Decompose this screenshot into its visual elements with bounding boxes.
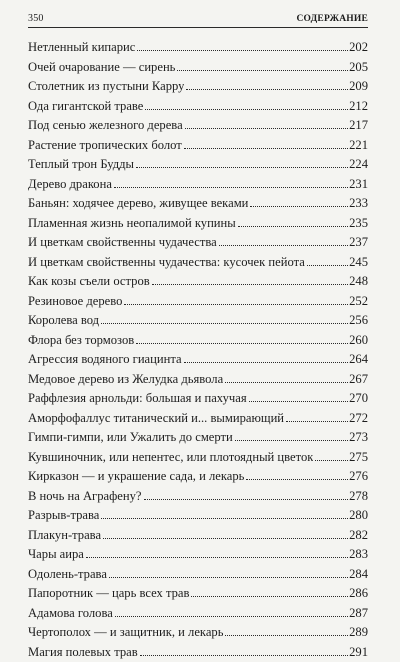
toc-entry bbox=[28, 526, 368, 546]
toc-leader-dots bbox=[136, 343, 348, 344]
toc-entry bbox=[28, 604, 368, 624]
toc-leader-dots bbox=[109, 577, 348, 578]
toc-leader-dots bbox=[114, 187, 348, 188]
toc-entry bbox=[28, 487, 368, 507]
toc-leader-dots bbox=[101, 323, 348, 324]
toc-entry-title: Чертополох — и защитник, и лекарь bbox=[28, 623, 223, 643]
toc-entry bbox=[28, 214, 368, 234]
toc-entry-title: Медовое дерево из Желудка дьявола bbox=[28, 370, 223, 390]
toc-entry-title: Кувшиночник, или непентес, или плотоядный цветок bbox=[28, 448, 313, 468]
toc-entry-page: 209 bbox=[349, 77, 368, 97]
toc-entry bbox=[28, 155, 368, 175]
toc-entry bbox=[28, 389, 368, 409]
toc-leader-dots bbox=[177, 70, 348, 71]
toc-entry-page: 286 bbox=[349, 584, 368, 604]
toc-leader-dots bbox=[225, 635, 348, 636]
toc-entry-page: 284 bbox=[349, 565, 368, 585]
toc-entry-page: 237 bbox=[349, 233, 368, 253]
toc-entry-title: Столетник из пустыни Карру bbox=[28, 77, 184, 97]
toc-entry bbox=[28, 136, 368, 156]
toc-entry-title: Теплый трон Будды bbox=[28, 155, 134, 175]
toc-entry-title: Агрессия водяного гиацинта bbox=[28, 350, 182, 370]
table-of-contents bbox=[28, 38, 368, 662]
toc-entry bbox=[28, 506, 368, 526]
toc-leader-dots bbox=[152, 284, 348, 285]
toc-leader-dots bbox=[136, 167, 348, 168]
toc-leader-dots bbox=[246, 479, 348, 480]
toc-leader-dots bbox=[103, 538, 348, 539]
toc-entry bbox=[28, 409, 368, 429]
toc-entry-title: Плакун-трава bbox=[28, 526, 101, 546]
toc-entry-title: Очей очарование — сирень bbox=[28, 58, 175, 78]
toc-entry-page: 280 bbox=[349, 506, 368, 526]
toc-entry-page: 212 bbox=[349, 97, 368, 117]
toc-entry-page: 252 bbox=[349, 292, 368, 312]
toc-entry-page: 224 bbox=[349, 155, 368, 175]
toc-entry-title: Как козы съели остров bbox=[28, 272, 150, 292]
toc-entry-page: 276 bbox=[349, 467, 368, 487]
toc-entry-page: 235 bbox=[349, 214, 368, 234]
toc-entry-page: 273 bbox=[349, 428, 368, 448]
toc-entry-title: Магия полевых трав bbox=[28, 643, 138, 662]
toc-entry-title: Королева вод bbox=[28, 311, 99, 331]
toc-leader-dots bbox=[115, 616, 348, 617]
toc-entry bbox=[28, 467, 368, 487]
toc-entry-page: 278 bbox=[349, 487, 368, 507]
toc-leader-dots bbox=[185, 128, 348, 129]
toc-entry-title: Растение тропических болот bbox=[28, 136, 182, 156]
toc-entry-title: Пламенная жизнь неопалимой купины bbox=[28, 214, 236, 234]
toc-entry-title: В ночь на Аграфену? bbox=[28, 487, 142, 507]
toc-entry bbox=[28, 331, 368, 351]
toc-entry-title: Папоротник — царь всех трав bbox=[28, 584, 189, 604]
page-number: 350 bbox=[28, 13, 44, 25]
toc-entry bbox=[28, 565, 368, 585]
toc-entry bbox=[28, 370, 368, 390]
toc-entry-title: Аморфофаллус титанический и... вымирающий bbox=[28, 409, 284, 429]
toc-entry bbox=[28, 292, 368, 312]
toc-entry-title: Кирказон — и украшение сада, и лекарь bbox=[28, 467, 244, 487]
toc-entry bbox=[28, 643, 368, 662]
toc-leader-dots bbox=[286, 421, 348, 422]
toc-leader-dots bbox=[315, 460, 348, 461]
toc-entry bbox=[28, 545, 368, 565]
toc-entry bbox=[28, 272, 368, 292]
toc-entry-page: 287 bbox=[349, 604, 368, 624]
toc-entry-title: И цветкам свойственны чудачества bbox=[28, 233, 217, 253]
toc-leader-dots bbox=[101, 518, 348, 519]
toc-entry-page: 202 bbox=[349, 38, 368, 58]
toc-entry-page: 283 bbox=[349, 545, 368, 565]
toc-entry bbox=[28, 623, 368, 643]
toc-entry bbox=[28, 116, 368, 136]
toc-entry bbox=[28, 428, 368, 448]
toc-entry bbox=[28, 77, 368, 97]
toc-entry-page: 275 bbox=[349, 448, 368, 468]
toc-entry bbox=[28, 175, 368, 195]
toc-leader-dots bbox=[86, 557, 348, 558]
toc-entry bbox=[28, 253, 368, 273]
toc-entry bbox=[28, 233, 368, 253]
toc-entry-title: Чары аира bbox=[28, 545, 84, 565]
toc-entry bbox=[28, 58, 368, 78]
running-title: СОДЕРЖАНИЕ bbox=[297, 13, 369, 25]
toc-entry-title: Баньян: ходячее дерево, живущее веками bbox=[28, 194, 248, 214]
toc-entry-page: 205 bbox=[349, 58, 368, 78]
page-header bbox=[28, 13, 368, 28]
toc-leader-dots bbox=[144, 499, 349, 500]
toc-entry-page: 282 bbox=[349, 526, 368, 546]
toc-entry-page: 256 bbox=[349, 311, 368, 331]
toc-entry-title: Разрыв-трава bbox=[28, 506, 99, 526]
toc-entry-title: И цветкам свойственны чудачества: кусочек пейота bbox=[28, 253, 305, 273]
toc-entry-page: 233 bbox=[349, 194, 368, 214]
toc-entry-page: 289 bbox=[349, 623, 368, 643]
toc-entry-title: Одолень-трава bbox=[28, 565, 107, 585]
toc-entry-title: Адамова голова bbox=[28, 604, 113, 624]
toc-entry-page: 260 bbox=[349, 331, 368, 351]
toc-leader-dots bbox=[145, 109, 348, 110]
toc-entry bbox=[28, 97, 368, 117]
toc-leader-dots bbox=[184, 148, 348, 149]
toc-entry-title: Флора без тормозов bbox=[28, 331, 134, 351]
toc-entry-title: Резиновое дерево bbox=[28, 292, 122, 312]
toc-leader-dots bbox=[191, 596, 348, 597]
toc-leader-dots bbox=[307, 265, 348, 266]
toc-entry-title: Нетленный кипарис bbox=[28, 38, 135, 58]
toc-entry bbox=[28, 448, 368, 468]
toc-leader-dots bbox=[137, 50, 348, 51]
toc-leader-dots bbox=[186, 89, 348, 90]
toc-leader-dots bbox=[219, 245, 348, 246]
toc-entry-page: 221 bbox=[349, 136, 368, 156]
toc-entry-page: 264 bbox=[349, 350, 368, 370]
toc-leader-dots bbox=[124, 304, 348, 305]
toc-entry-page: 291 bbox=[349, 643, 368, 662]
toc-entry bbox=[28, 194, 368, 214]
toc-leader-dots bbox=[238, 226, 348, 227]
toc-entry-page: 272 bbox=[349, 409, 368, 429]
toc-entry bbox=[28, 584, 368, 604]
toc-entry bbox=[28, 350, 368, 370]
toc-entry-page: 248 bbox=[349, 272, 368, 292]
toc-entry-title: Раффлезия арнольди: большая и пахучая bbox=[28, 389, 247, 409]
toc-entry-page: 245 bbox=[349, 253, 368, 273]
toc-entry-title: Гимпи-гимпи, или Ужалить до смерти bbox=[28, 428, 233, 448]
toc-entry-page: 270 bbox=[349, 389, 368, 409]
toc-entry-title: Под сенью железного дерева bbox=[28, 116, 183, 136]
toc-entry-page: 231 bbox=[349, 175, 368, 195]
toc-leader-dots bbox=[249, 401, 348, 402]
toc-leader-dots bbox=[250, 206, 348, 207]
toc-entry-page: 267 bbox=[349, 370, 368, 390]
toc-leader-dots bbox=[225, 382, 348, 383]
toc-entry-title: Дерево дракона bbox=[28, 175, 112, 195]
toc-entry-title: Ода гигантской траве bbox=[28, 97, 143, 117]
toc-leader-dots bbox=[235, 440, 348, 441]
toc-leader-dots bbox=[140, 655, 348, 656]
toc-entry-page: 217 bbox=[349, 116, 368, 136]
toc-entry bbox=[28, 38, 368, 58]
toc-entry bbox=[28, 311, 368, 331]
toc-leader-dots bbox=[184, 362, 349, 363]
